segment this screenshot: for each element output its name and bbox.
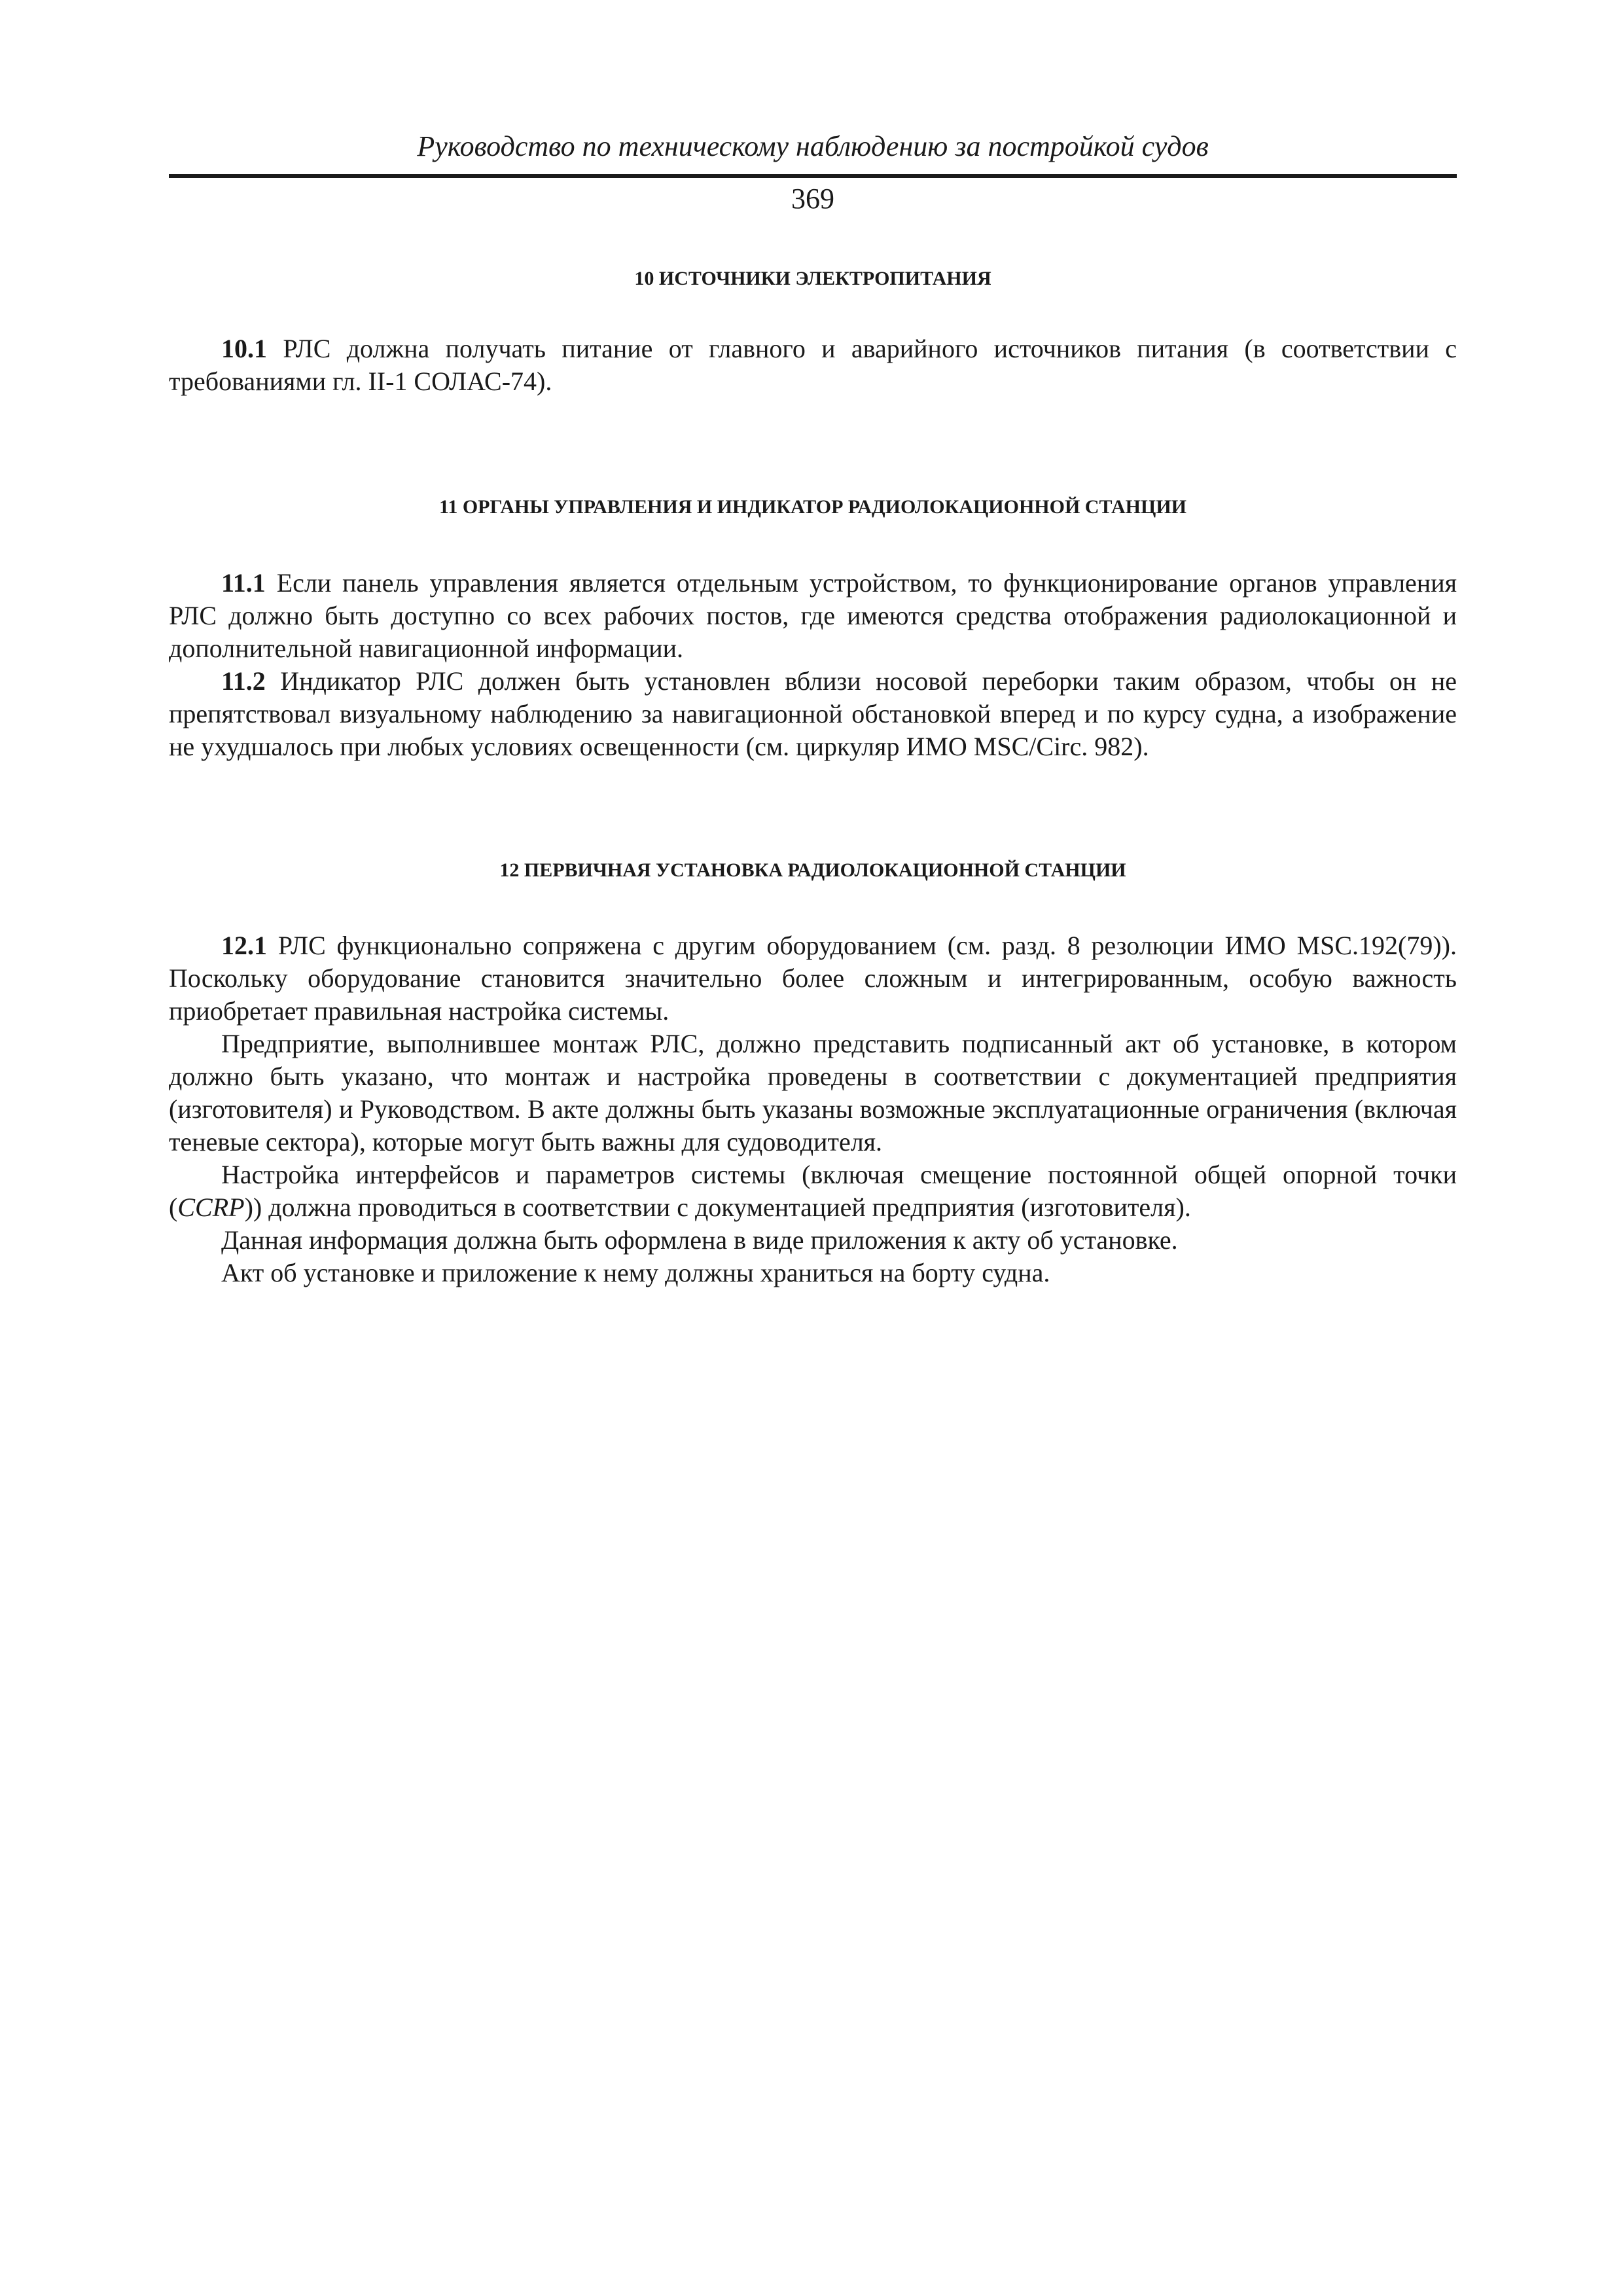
paragraph-12-appendix: Данная информация должна быть оформлена в виде приложения к акту об установке. [221,1225,1178,1255]
paragraph-11-2 [169,665,1457,763]
clause-text: РЛС функционально сопряжена с другим оборудованием (см. разд. 8 резолюции ИМО MSC.192(79)). Поскольку оборудование становится значительно более сложным и интегрированным, особую важность приобретает правильная настройка системы. [169,931,1457,1026]
section-heading-12: 12 ПЕРВИЧНАЯ УСТАНОВКА РАДИОЛОКАЦИОННОЙ СТАНЦИИ [499,859,1126,881]
clause-text: Индикатор РЛС должен быть установлен вблизи носовой переборки таким образом, чтобы он не препятствовал визуальному наблюдению за навигационной обстановкой вперед и по курсу судна, а изображение не ухудшалось при любых условиях освещенности (см. циркуляр ИМО MSC/Circ. 982). [169,666,1457,761]
ccrp-term: CCRP [177,1193,245,1222]
clause-number: 11.1 [221,568,266,598]
page-number: 369 [791,183,834,215]
clause-number: 10.1 [221,334,267,363]
clause-number: 11.2 [221,666,266,696]
section-heading-11: 11 ОРГАНЫ УПРАВЛЕНИЯ И ИНДИКАТОР РАДИОЛОКАЦИОННОЙ СТАНЦИИ [439,496,1186,518]
paragraph-12-storage: Акт об установке и приложение к нему должны храниться на борту судна. [221,1258,1050,1287]
text-before: Настройка интерфейсов и параметров системы (включая смещение постоянной общей опорной точки ( [169,1160,1457,1222]
text-after: )) должна проводиться в соответствии с документацией предприятия (изготовителя). [244,1193,1191,1222]
clause-text: Если панель управления является отдельным устройством, то функционирование органов управления РЛС должно быть доступно со всех рабочих постов, где имеются средства отображения радиолокационной и дополнительной навигационной информации. [169,568,1457,663]
paragraph-12-installation-act: Предприятие, выполнившее монтаж РЛС, должно представить подписанный акт об установке, в котором должно быть указано, что монтаж и настройка проведены в соответствии с документацией предприятия (изготовителя) и Руководством. В акте должны быть указаны возможные эксплуатационные ограничения (включая теневые сектора), которые могут быть важны для судоводителя. [169,1029,1457,1157]
paragraph-11-1 [169,567,1457,665]
clause-number: 12.1 [221,931,267,960]
running-header: Руководство по техническому наблюдению за постройкой судов [417,130,1209,162]
section-heading-10: 10 ИСТОЧНИКИ ЭЛЕКТРОПИТАНИЯ [634,268,991,289]
paragraph-12-interfaces [169,1158,1457,1224]
clause-text: РЛС должна получать питание от главного и аварийного источников питания (в соответствии с требованиями гл. II-1 СОЛАС-74). [169,334,1457,396]
header-rule [169,174,1457,178]
paragraph-12-1 [169,929,1457,1028]
paragraph-10-1 [169,332,1457,398]
